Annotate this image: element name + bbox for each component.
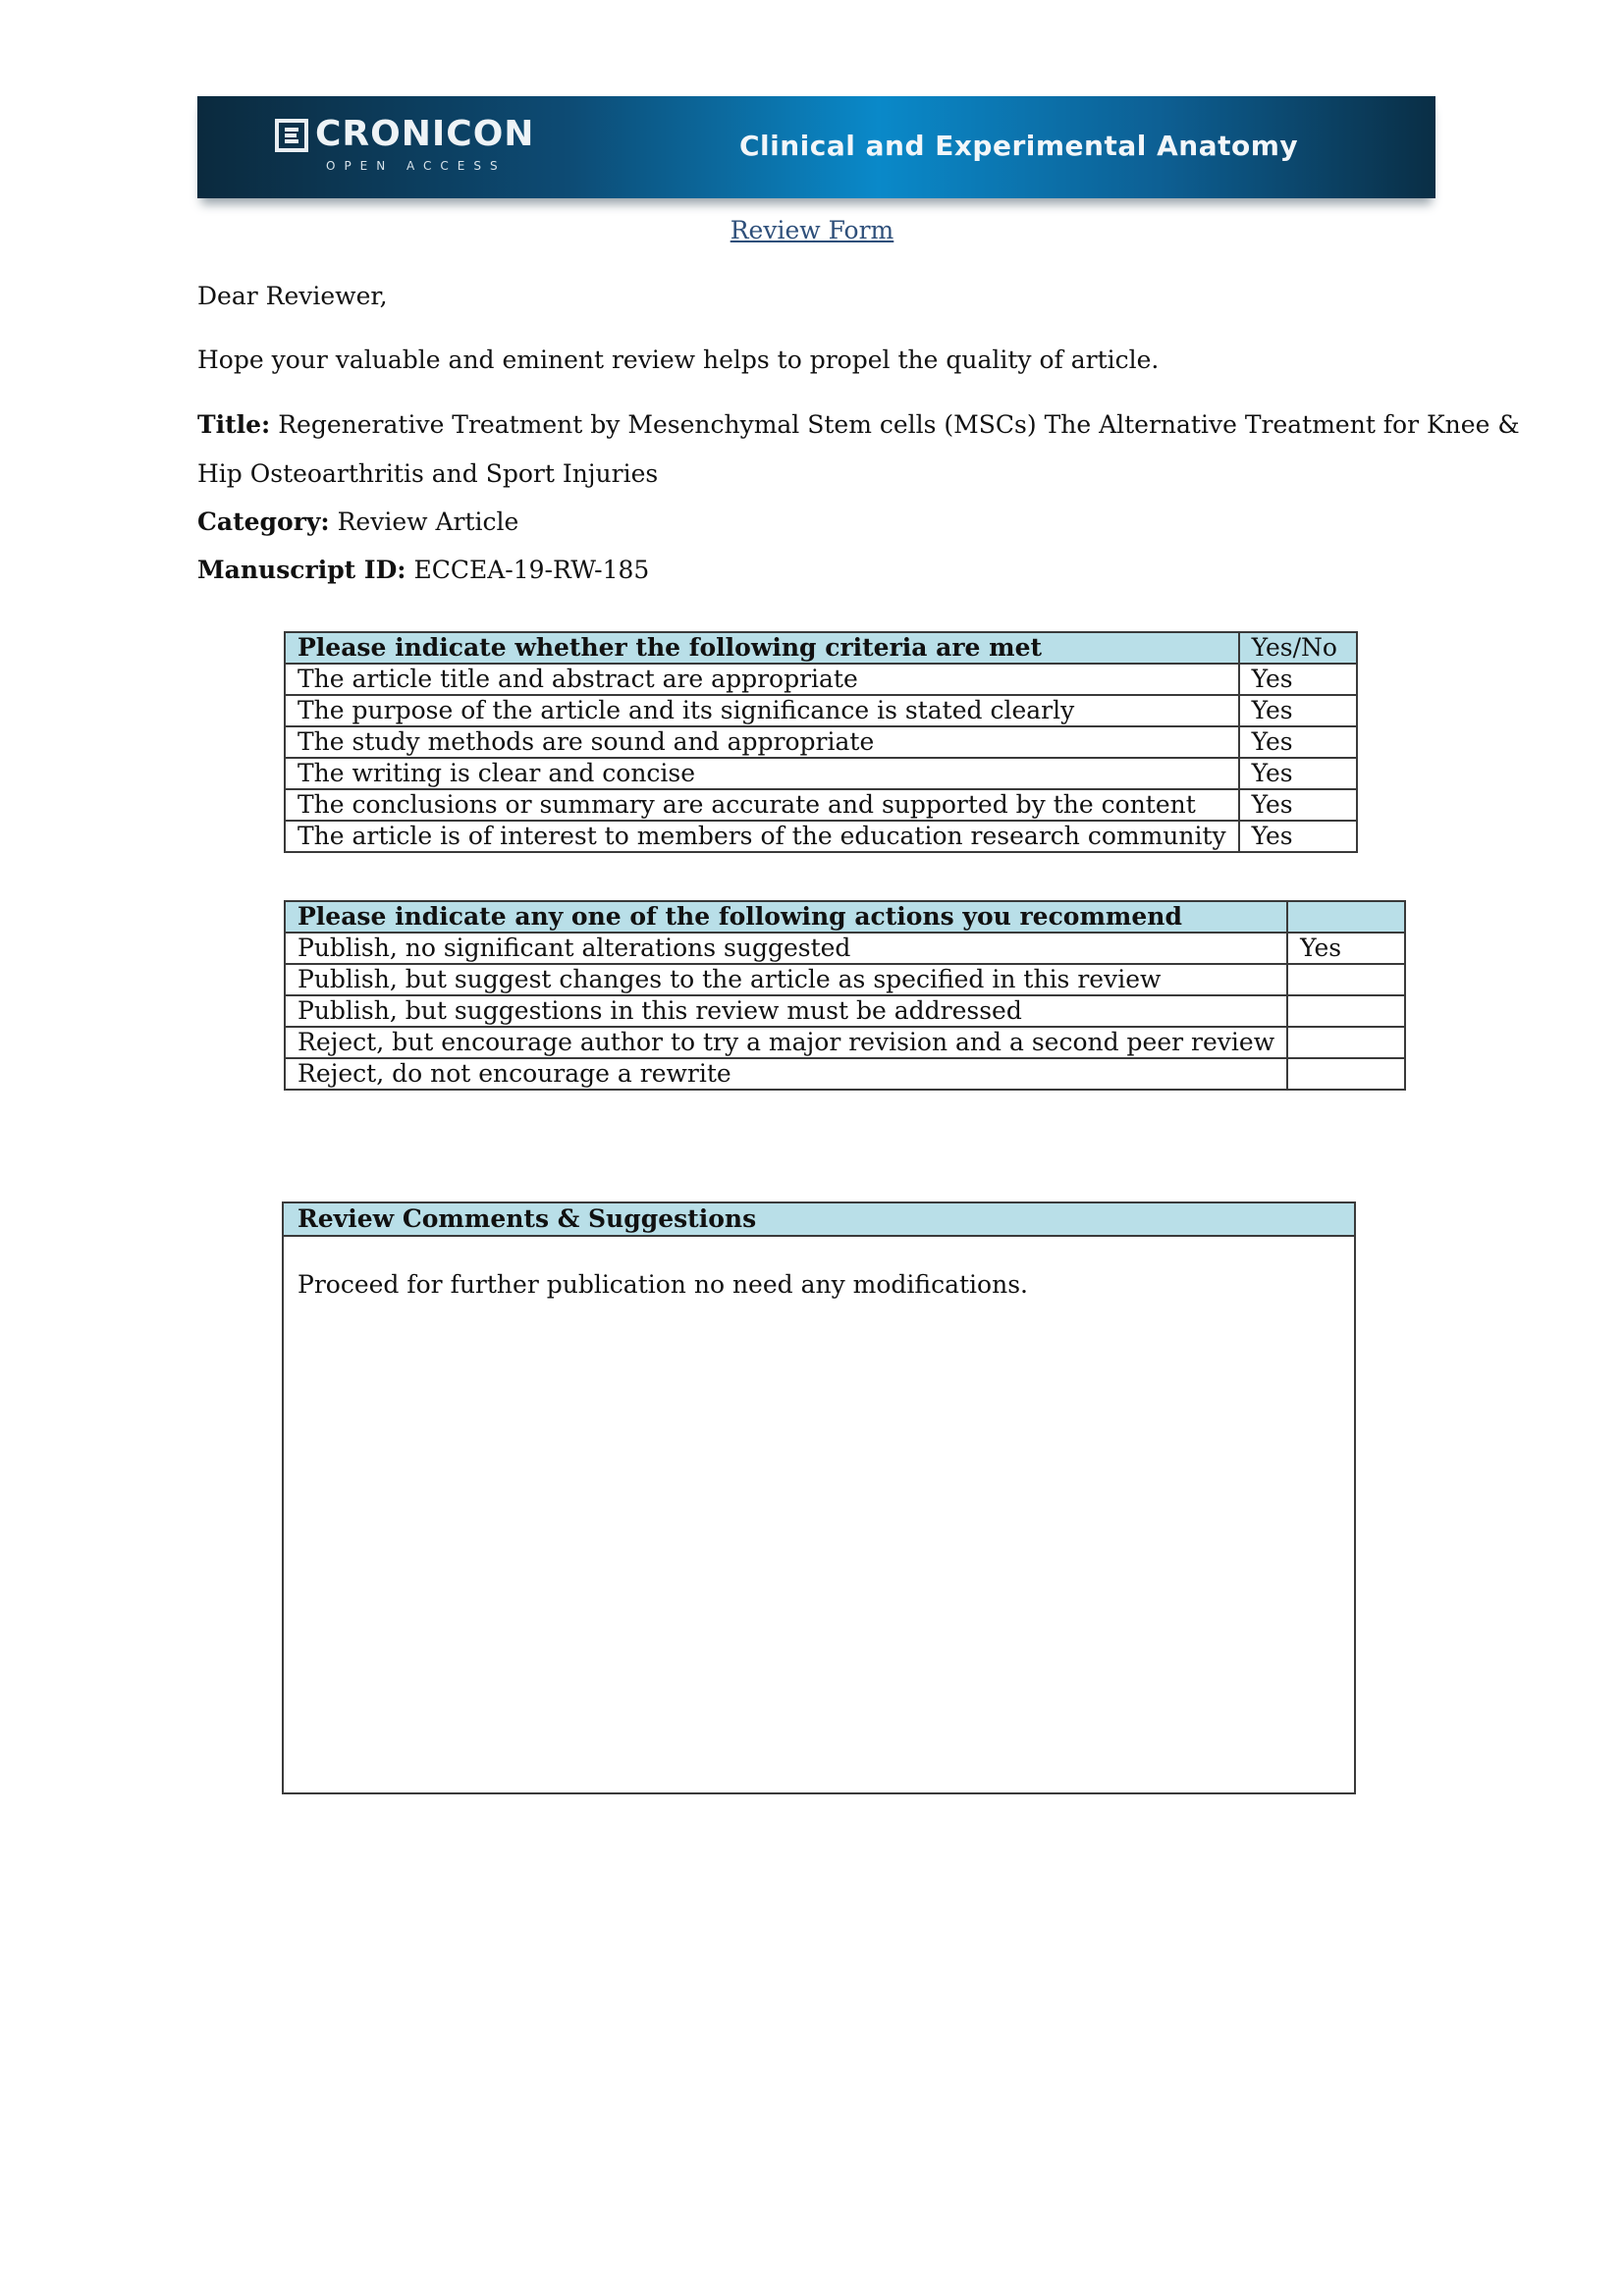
actions-header-row	[285, 901, 1405, 933]
table-row	[285, 1058, 1405, 1090]
review-comments-text[interactable]: Proceed for further publication no need any modifications.	[298, 1270, 1028, 1299]
table-row	[285, 964, 1405, 995]
action-label: Reject, do not encourage a rewrite	[285, 1058, 1287, 1090]
criteria-header-row	[285, 632, 1357, 664]
title-line-1	[197, 410, 1520, 439]
journal-banner	[197, 96, 1435, 198]
criteria-label: The article title and abstract are appropriate	[285, 664, 1239, 695]
category-label: Category:	[197, 507, 330, 536]
table-row	[285, 758, 1357, 789]
criteria-table	[284, 631, 1358, 853]
criteria-label: The study methods are sound and appropriate	[285, 726, 1239, 758]
actions-header-blank	[1287, 901, 1405, 933]
action-label: Publish, but suggestions in this review must be addressed	[285, 995, 1287, 1027]
action-selection[interactable]	[1287, 1027, 1405, 1058]
criteria-answer[interactable]: Yes	[1239, 664, 1357, 695]
review-form-title[interactable]: Review Form	[730, 216, 894, 244]
table-row	[285, 726, 1357, 758]
actions-table	[284, 900, 1406, 1091]
title-value: Regenerative Treatment by Mesenchymal Stem cells (MSCs) The Alternative Treatment for Knee &	[278, 410, 1520, 439]
title-label: Title:	[197, 410, 271, 439]
category-value: Review Article	[337, 507, 519, 536]
table-row	[285, 995, 1405, 1027]
criteria-header-yes-no: Yes/No	[1239, 632, 1357, 664]
review-comments-header: Review Comments & Suggestions	[284, 1203, 1354, 1237]
action-label: Publish, but suggest changes to the article as specified in this review	[285, 964, 1287, 995]
table-row	[285, 933, 1405, 964]
greeting: Dear Reviewer,	[197, 282, 388, 310]
action-selection[interactable]: Yes	[1287, 933, 1405, 964]
title-line-2: Hip Osteoarthritis and Sport Injuries	[197, 459, 659, 488]
category-line	[197, 507, 518, 536]
table-row	[285, 821, 1357, 852]
manuscript-label: Manuscript ID:	[197, 556, 406, 584]
cronicon-e-logo-icon	[275, 119, 308, 152]
manuscript-value: ECCEA-19-RW-185	[413, 556, 650, 584]
action-label: Publish, no significant alterations suggested	[285, 933, 1287, 964]
review-comments-box	[282, 1201, 1356, 1794]
criteria-label: The writing is clear and concise	[285, 758, 1239, 789]
action-selection[interactable]	[1287, 964, 1405, 995]
criteria-label: The purpose of the article and its significance is stated clearly	[285, 695, 1239, 726]
criteria-answer[interactable]: Yes	[1239, 821, 1357, 852]
table-row	[285, 789, 1357, 821]
criteria-answer[interactable]: Yes	[1239, 758, 1357, 789]
action-selection[interactable]	[1287, 1058, 1405, 1090]
publisher-logo-text: CRONICON	[315, 114, 535, 154]
criteria-answer[interactable]: Yes	[1239, 726, 1357, 758]
table-row	[285, 695, 1357, 726]
criteria-answer[interactable]: Yes	[1239, 789, 1357, 821]
table-row	[285, 1027, 1405, 1058]
publisher-tagline: OPEN ACCESS	[326, 159, 507, 173]
criteria-label: The conclusions or summary are accurate and supported by the content	[285, 789, 1239, 821]
criteria-answer[interactable]: Yes	[1239, 695, 1357, 726]
manuscript-line	[197, 556, 649, 584]
criteria-label: The article is of interest to members of the education research community	[285, 821, 1239, 852]
table-row	[285, 664, 1357, 695]
intro-text: Hope your valuable and eminent review helps to propel the quality of article.	[197, 346, 1160, 374]
action-label: Reject, but encourage author to try a major revision and a second peer review	[285, 1027, 1287, 1058]
actions-header: Please indicate any one of the following actions you recommend	[285, 901, 1287, 933]
journal-name: Clinical and Experimental Anatomy	[739, 130, 1299, 162]
criteria-header: Please indicate whether the following criteria are met	[285, 632, 1239, 664]
action-selection[interactable]	[1287, 995, 1405, 1027]
